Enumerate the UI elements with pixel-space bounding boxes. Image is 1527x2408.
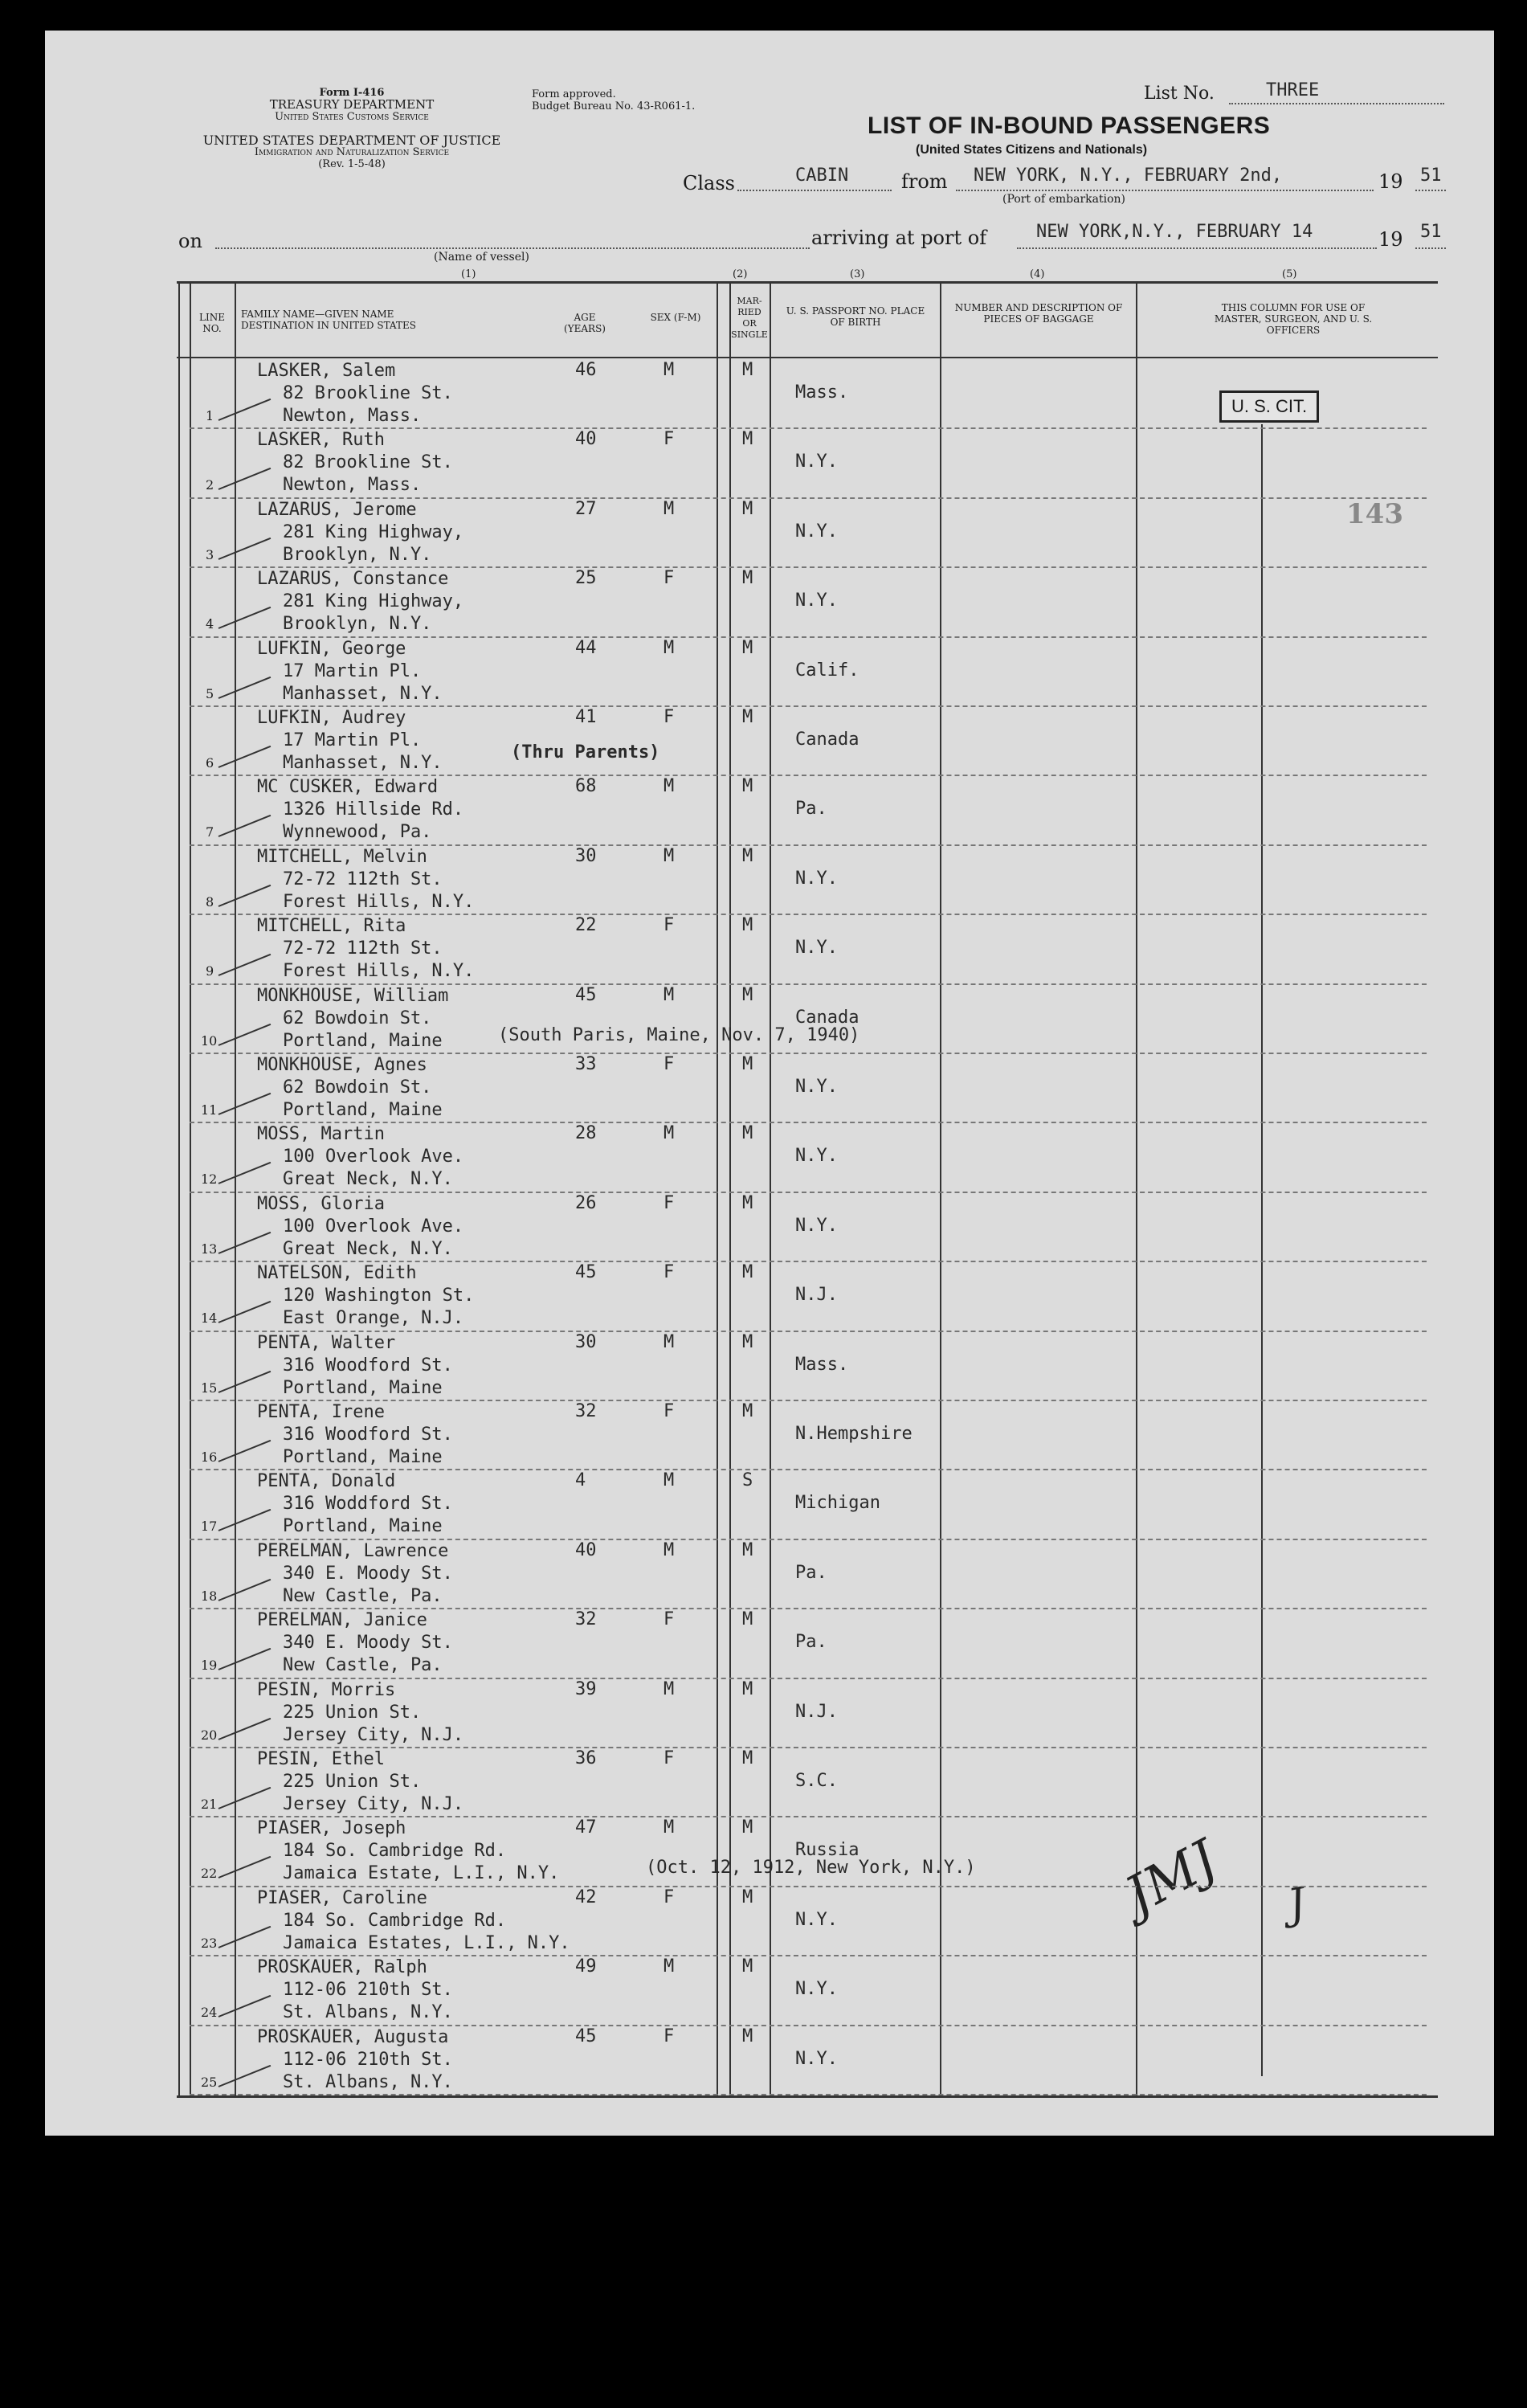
passenger-age: 36 (575, 1748, 597, 1768)
passenger-address-street: 225 Union St. (283, 1702, 422, 1723)
passenger-age: 39 (575, 1678, 597, 1699)
form-number: Form I-416 (319, 87, 385, 99)
passenger-birthplace: N.Y. (795, 1979, 838, 2000)
passenger-name: PERELMAN, Janice (257, 1610, 427, 1631)
passenger-sex: M (663, 498, 675, 519)
passenger-address-street: 62 Bowdoin St. (283, 1077, 432, 1098)
passenger-marital-status: M (742, 498, 753, 519)
annotation-thru-parents: (Thru Parents) (511, 742, 660, 762)
list-no-value: THREE (1266, 80, 1320, 100)
passenger-address-city: Brooklyn, N.Y. (283, 614, 432, 635)
passenger-address-city: Jersey City, N.J. (283, 1794, 464, 1814)
passenger-age: 49 (575, 1956, 597, 1977)
passenger-sex: M (663, 776, 675, 797)
passenger-birthplace: N.Y. (795, 452, 838, 472)
passenger-name: NATELSON, Edith (257, 1263, 417, 1284)
passenger-birthplace: Pa. (795, 1562, 827, 1583)
line-number: 6 (206, 755, 214, 771)
justice-dept: UNITED STATES DEPARTMENT OF JUSTICE (202, 133, 501, 148)
passenger-sex: F (663, 1262, 675, 1283)
year-1-line (1415, 190, 1446, 191)
officer-check-line (1261, 424, 1263, 2076)
officer-signature: JMJ (1116, 1829, 1227, 1927)
passenger-birthplace: Mass. (795, 1354, 849, 1375)
line-number: 8 (206, 893, 214, 910)
passenger-address-street: 316 Woddford St. (283, 1494, 453, 1515)
col-header-married: MAR- RIED OR SINGLE (731, 296, 768, 340)
passenger-address-city: Manhasset, N.Y. (283, 683, 443, 704)
passenger-marital-status: M (742, 915, 753, 936)
passenger-name: MONKHOUSE, William (257, 985, 449, 1006)
passenger-sex: F (663, 1192, 675, 1213)
us-citizen-stamp: U. S. CIT. (1219, 390, 1319, 423)
passenger-address-city: St. Albans, N.Y. (283, 2002, 453, 2023)
passenger-age: 42 (575, 1887, 597, 1907)
passenger-age: 45 (575, 984, 597, 1005)
passenger-address-city: New Castle, Pa. (283, 1585, 443, 1606)
passenger-sex: M (663, 1539, 675, 1560)
passenger-birthplace: N.Y. (795, 868, 838, 889)
passenger-age: 32 (575, 1609, 597, 1630)
passenger-address-street: 184 So. Cambridge Rd. (283, 1841, 507, 1862)
vessel-line (215, 247, 810, 249)
passenger-marital-status: M (742, 1887, 753, 1907)
passenger-birthplace: Pa. (795, 1632, 827, 1653)
passenger-name: MC CUSKER, Edward (257, 777, 439, 798)
passenger-address-street: 100 Overlook Ave. (283, 1147, 464, 1167)
col-header-line-no: LINE NO. (199, 312, 225, 334)
passenger-sex: M (663, 1331, 675, 1352)
passenger-address-city: Newton, Mass. (283, 475, 422, 496)
passenger-marital-status: M (742, 2026, 753, 2046)
col-num-2: (2) (733, 268, 748, 280)
line-number: 9 (206, 963, 214, 979)
treasury-dept: TREASURY DEPARTMENT (269, 97, 435, 112)
passenger-marital-status: M (742, 1331, 753, 1352)
passenger-sex: F (663, 915, 675, 936)
passenger-name: MOSS, Martin (257, 1124, 385, 1145)
passenger-address-city: Great Neck, N.Y. (283, 1169, 453, 1190)
passenger-address-city: Forest Hills, N.Y. (283, 891, 475, 912)
passenger-age: 44 (575, 637, 597, 658)
passenger-birthplace: Russia (795, 1840, 859, 1861)
col-header-sex: SEX (F-M) (650, 312, 701, 323)
passenger-sex: M (663, 360, 675, 380)
budget-block (532, 88, 695, 112)
passenger-age: 26 (575, 1192, 597, 1213)
passenger-address-city: Portland, Maine (283, 1377, 443, 1398)
page-number: 143 (1346, 498, 1403, 530)
passenger-address-street: 184 So. Cambridge Rd. (283, 1910, 507, 1931)
passenger-address-city: Jamaica Estate, L.I., N.Y. (283, 1863, 560, 1884)
line-number: 2 (206, 477, 214, 493)
passenger-sex: F (663, 2026, 675, 2046)
line-number: 20 (201, 1727, 218, 1743)
passenger-address-street: 281 King Highway, (283, 521, 464, 542)
passenger-birthplace: N.Y. (795, 1215, 838, 1236)
customs-service: United States Customs Service (275, 111, 429, 123)
passenger-address-street: 82 Brookline St. (283, 452, 453, 473)
line-number: 14 (201, 1310, 218, 1327)
passenger-name: LUFKIN, Audrey (257, 708, 406, 728)
passenger-marital-status: S (742, 1470, 753, 1491)
passenger-address-street: 316 Woodford St. (283, 1355, 453, 1376)
annotation-piaser: (Oct. 12, 1912, New York, N.Y.) (646, 1858, 976, 1878)
line-number: 23 (201, 1935, 218, 1951)
passenger-age: 41 (575, 707, 597, 727)
passenger-birthplace: Pa. (795, 799, 827, 820)
passenger-name: LAZARUS, Jerome (257, 499, 417, 520)
list-no-label: List No. (1144, 84, 1215, 104)
ins-service: Immigration and Naturalization Service (254, 146, 450, 158)
line-number: 3 (206, 546, 214, 562)
passenger-name: LASKER, Salem (257, 361, 396, 381)
passenger-address-city: Jamaica Estates, L.I., N.Y. (283, 1932, 570, 1953)
arriving-line (1017, 247, 1377, 249)
passenger-sex: F (663, 1748, 675, 1768)
passenger-marital-status: M (742, 1956, 753, 1977)
from-label: from (901, 170, 948, 193)
col-border (729, 281, 731, 2097)
passenger-marital-status: M (742, 568, 753, 589)
arriving-label: arriving at port of (811, 227, 987, 249)
passenger-sex: F (663, 1609, 675, 1630)
passenger-address-city: Portland, Maine (283, 1030, 443, 1051)
col-num-1: (1) (461, 268, 476, 280)
passenger-name: PENTA, Irene (257, 1402, 385, 1422)
line-number: 5 (206, 685, 214, 701)
passenger-sex: M (663, 1817, 675, 1838)
form-header-block (175, 87, 529, 170)
passenger-marital-status: M (742, 1401, 753, 1421)
passenger-age: 45 (575, 2026, 597, 2046)
passenger-marital-status: M (742, 984, 753, 1005)
passenger-address-street: 17 Martin Pl. (283, 730, 422, 750)
passenger-address-street: 72-72 112th St. (283, 938, 443, 959)
passenger-marital-status: M (742, 707, 753, 727)
passenger-age: 30 (575, 845, 597, 866)
passenger-name: LASKER, Ruth (257, 430, 385, 451)
passenger-name: PERELMAN, Lawrence (257, 1540, 449, 1561)
passenger-name: PIASER, Caroline (257, 1887, 427, 1908)
passenger-address-city: New Castle, Pa. (283, 1655, 443, 1676)
col-num-4: (4) (1030, 268, 1045, 280)
passenger-birthplace: Calif. (795, 660, 859, 681)
line-number: 19 (201, 1658, 218, 1674)
passenger-address-city: St. Albans, N.Y. (283, 2071, 453, 2092)
passenger-age: 27 (575, 498, 597, 519)
passenger-sex: M (663, 1678, 675, 1699)
table-top-border (177, 281, 1438, 284)
line-number: 4 (206, 616, 214, 632)
passenger-age: 28 (575, 1123, 597, 1144)
passenger-name: PESIN, Morris (257, 1679, 396, 1700)
table-header-border (177, 357, 1438, 358)
passenger-sex: M (663, 637, 675, 658)
page-subtitle: (United States Citizens and Nationals) (916, 143, 1148, 157)
passenger-marital-status: M (742, 360, 753, 380)
col-border (717, 281, 718, 2097)
passenger-age: 45 (575, 1262, 597, 1283)
passenger-birthplace: S.C. (795, 1771, 838, 1791)
passenger-sex: F (663, 429, 675, 450)
passenger-address-city: Portland, Maine (283, 1516, 443, 1537)
arriving-value: NEW YORK,N.Y., FEBRUARY 14 (1036, 222, 1313, 242)
passenger-address-city: Jersey City, N.J. (283, 1724, 464, 1745)
col-header-baggage: NUMBER AND DESCRIPTION OF PIECES OF BAGGAGE (954, 302, 1123, 325)
passenger-birthplace: N.Y. (795, 938, 838, 959)
col-header-officers: THIS COLUMN FOR USE OF MASTER, SURGEON, AND U. S. OFFICERS (1214, 302, 1373, 336)
passenger-age: 46 (575, 360, 597, 380)
line-number: 22 (201, 1866, 218, 1882)
class-value: CABIN (795, 166, 849, 186)
line-number: 11 (201, 1102, 218, 1118)
passenger-sex: M (663, 1123, 675, 1144)
col-num-5: (5) (1282, 268, 1297, 280)
passenger-birthplace: N.Y. (795, 521, 838, 542)
passenger-name: MITCHELL, Rita (257, 916, 406, 937)
passenger-birthplace: N.J. (795, 1701, 838, 1722)
passenger-marital-status: M (742, 637, 753, 658)
line-number: 24 (201, 2005, 218, 2021)
port-embarkation-label: (Port of embarkation) (1002, 193, 1125, 206)
line-number: 10 (201, 1032, 218, 1049)
passenger-sex: F (663, 1054, 675, 1074)
year-prefix-2: 19 (1378, 228, 1403, 251)
passenger-age: 40 (575, 1539, 597, 1560)
page-title: LIST OF IN-BOUND PASSENGERS (868, 112, 1271, 139)
passenger-birthplace: N.Hempshire (795, 1424, 913, 1444)
passenger-address-city: Portland, Maine (283, 1100, 443, 1120)
passenger-age: 33 (575, 1054, 597, 1074)
col-header-name: FAMILY NAME—GIVEN NAME DESTINATION IN UNITED STATES (241, 309, 416, 331)
year-2-line (1415, 247, 1446, 249)
class-label: Class (683, 172, 735, 194)
year-1: 51 (1420, 166, 1442, 186)
passenger-address-street: 120 Washington St. (283, 1286, 475, 1306)
passenger-address-city: Great Neck, N.Y. (283, 1238, 453, 1259)
passenger-address-street: 82 Brookline St. (283, 383, 453, 403)
year-prefix-1: 19 (1378, 170, 1403, 193)
passenger-age: 47 (575, 1817, 597, 1838)
line-number: 21 (201, 1797, 218, 1812)
passenger-birthplace: N.J. (795, 1285, 838, 1306)
passenger-address-city: Forest Hills, N.Y. (283, 961, 475, 982)
passenger-address-street: 112-06 210th St. (283, 2049, 453, 2070)
passenger-name: MOSS, Gloria (257, 1193, 385, 1214)
form-approved: Form approved. (532, 88, 616, 100)
on-label: on (178, 230, 202, 252)
passenger-birthplace: N.Y. (795, 1077, 838, 1097)
passenger-birthplace: Mass. (795, 382, 849, 403)
passenger-address-street: 281 King Highway, (283, 591, 464, 612)
passenger-sex: M (663, 1956, 675, 1977)
passenger-marital-status: M (742, 845, 753, 866)
passenger-birthplace: N.Y. (795, 1909, 838, 1930)
passenger-name: LUFKIN, George (257, 638, 406, 659)
passenger-birthplace: N.Y. (795, 591, 838, 611)
passenger-marital-status: M (742, 1262, 753, 1283)
passenger-address-street: 62 Bowdoin St. (283, 1008, 432, 1028)
passenger-address-street: 1326 Hillside Rd. (283, 799, 464, 820)
col-border (1136, 281, 1137, 2097)
passenger-age: 68 (575, 776, 597, 797)
passenger-address-street: 316 Woodford St. (283, 1425, 453, 1445)
passenger-address-street: 100 Overlook Ave. (283, 1216, 464, 1237)
col-num-3: (3) (850, 268, 865, 280)
passenger-birthplace: N.Y. (795, 1146, 838, 1167)
from-line (956, 190, 1374, 191)
line-number: 16 (201, 1449, 218, 1465)
passenger-age: 40 (575, 429, 597, 450)
passenger-marital-status: M (742, 1123, 753, 1144)
line-number: 25 (201, 2074, 218, 2090)
col-header-passport: U. S. PASSPORT NO. PLACE OF BIRTH (786, 305, 925, 328)
passenger-name: MONKHOUSE, Agnes (257, 1055, 427, 1075)
passenger-sex: F (663, 1887, 675, 1907)
passenger-name: PROSKAUER, Augusta (257, 2026, 449, 2047)
passenger-age: 32 (575, 1401, 597, 1421)
budget-bureau: Budget Bureau No. 43-R061-1. (532, 100, 696, 112)
vessel-label: (Name of vessel) (434, 251, 529, 264)
passenger-address-street: 112-06 210th St. (283, 1980, 453, 2001)
passenger-address-city: Manhasset, N.Y. (283, 753, 443, 773)
passenger-birthplace: Canada (795, 730, 859, 750)
passenger-sex: M (663, 1470, 675, 1491)
passenger-marital-status: M (742, 1609, 753, 1630)
passenger-birthplace: N.Y. (795, 2048, 838, 2069)
passenger-sex: F (663, 707, 675, 727)
passenger-address-street: 340 E. Moody St. (283, 1563, 453, 1584)
passenger-name: PIASER, Joseph (257, 1818, 406, 1839)
passenger-marital-status: M (742, 1192, 753, 1213)
line-number: 1 (206, 408, 214, 423)
passenger-sex: F (663, 1401, 675, 1421)
list-no-line (1229, 103, 1444, 104)
col-border (178, 281, 180, 2097)
passenger-address-city: Wynnewood, Pa. (283, 822, 432, 843)
passenger-address-city: Newton, Mass. (283, 406, 422, 426)
passenger-address-city: Brooklyn, N.Y. (283, 544, 432, 565)
line-number: 12 (201, 1171, 218, 1188)
passenger-age: 4 (575, 1470, 586, 1491)
passenger-name: PESIN, Ethel (257, 1749, 385, 1769)
col-border (770, 281, 771, 2097)
passenger-address-street: 72-72 112th St. (283, 869, 443, 889)
passenger-name: PROSKAUER, Ralph (257, 1957, 427, 1978)
passenger-marital-status: M (742, 1817, 753, 1838)
passenger-birthplace: Michigan (795, 1493, 880, 1514)
line-number: 7 (206, 824, 214, 840)
passenger-sex: M (663, 984, 675, 1005)
passenger-address-street: 340 E. Moody St. (283, 1633, 453, 1654)
year-2: 51 (1420, 222, 1442, 242)
passenger-marital-status: M (742, 776, 753, 797)
passenger-name: PENTA, Walter (257, 1332, 396, 1353)
passenger-age: 22 (575, 915, 597, 936)
from-value: NEW YORK, N.Y., FEBRUARY 2nd, (974, 166, 1283, 186)
passenger-address-street: 225 Union St. (283, 1772, 422, 1792)
line-number: 18 (201, 1588, 218, 1604)
passenger-address-city: East Orange, N.J. (283, 1308, 464, 1329)
col-border (190, 281, 191, 2097)
passenger-name: PENTA, Donald (257, 1471, 396, 1492)
passenger-address-street: 17 Martin Pl. (283, 660, 422, 681)
table-bottom-border (177, 2095, 1438, 2098)
col-header-age: AGE (YEARS) (564, 312, 606, 334)
line-number: 13 (201, 1241, 218, 1257)
passenger-age: 30 (575, 1331, 597, 1352)
passenger-birthplace: Canada (795, 1007, 859, 1028)
annotation-monkhouse: (South Paris, Maine, Nov. 7, 1940) (498, 1025, 860, 1045)
passenger-marital-status: M (742, 429, 753, 450)
passenger-marital-status: M (742, 1539, 753, 1560)
row-divider (190, 2094, 1427, 2095)
form-revision: (Rev. 1-5-48) (318, 158, 386, 170)
passenger-address-city: Portland, Maine (283, 1447, 443, 1467)
class-line (737, 190, 892, 191)
passenger-marital-status: M (742, 1748, 753, 1768)
passenger-marital-status: M (742, 1054, 753, 1074)
line-number: 15 (201, 1380, 218, 1396)
passenger-age: 25 (575, 568, 597, 589)
line-number: 17 (201, 1519, 218, 1535)
passenger-marital-status: M (742, 1678, 753, 1699)
passenger-name: MITCHELL, Melvin (257, 846, 427, 867)
passenger-name: LAZARUS, Constance (257, 569, 449, 590)
officer-initials: J (1284, 1879, 1309, 1930)
col-border (940, 281, 941, 2097)
passenger-sex: F (663, 568, 675, 589)
col-border (235, 281, 236, 2097)
passenger-sex: M (663, 845, 675, 866)
